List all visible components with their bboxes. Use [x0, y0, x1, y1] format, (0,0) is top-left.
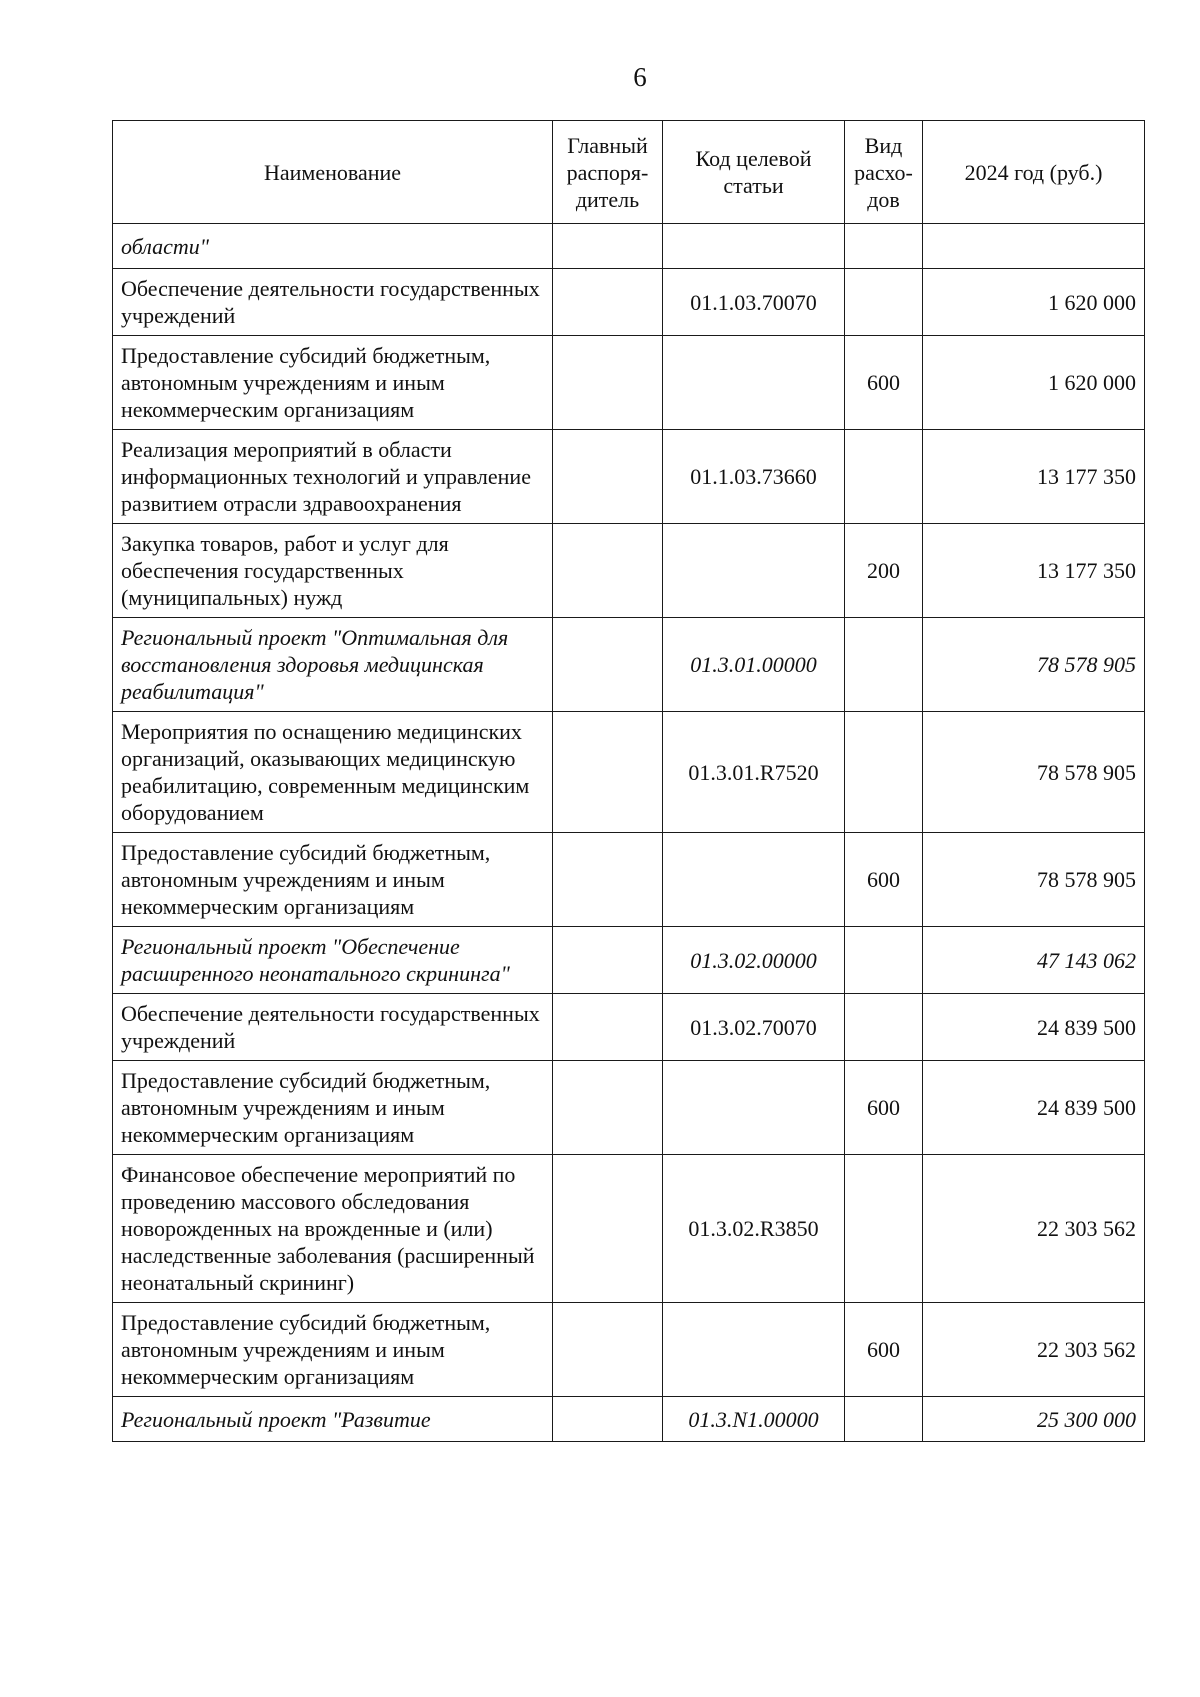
- cell-code: 01.3.02.R3850: [663, 1155, 845, 1303]
- cell-name: Региональный проект "Оптимальная для восстановления здоровья медицинская реабилитация": [113, 618, 553, 712]
- cell-type: [845, 927, 923, 994]
- cell-manager: [553, 712, 663, 833]
- cell-amount: 1 620 000: [923, 269, 1145, 336]
- cell-code: 01.3.N1.00000: [663, 1397, 845, 1442]
- cell-manager: [553, 1397, 663, 1442]
- header-manager: Главный распоря-дитель: [553, 121, 663, 224]
- table-row: [113, 224, 1145, 269]
- cell-code: [663, 833, 845, 927]
- cell-manager: [553, 1303, 663, 1397]
- table-body: [113, 224, 1145, 1442]
- cell-type: [845, 618, 923, 712]
- cell-amount: 1 620 000: [923, 336, 1145, 430]
- header-code: Код целевой статьи: [663, 121, 845, 224]
- cell-manager: [553, 833, 663, 927]
- table-row: [113, 994, 1145, 1061]
- table-row: [113, 1303, 1145, 1397]
- cell-type: [845, 269, 923, 336]
- cell-amount: 78 578 905: [923, 833, 1145, 927]
- cell-type: [845, 1155, 923, 1303]
- cell-code: [663, 1303, 845, 1397]
- cell-name: Региональный проект "Обеспечение расширенного неонатального скрининга": [113, 927, 553, 994]
- cell-type: [845, 712, 923, 833]
- table-row: [113, 269, 1145, 336]
- cell-name: Обеспечение деятельности государственных учреждений: [113, 269, 553, 336]
- header-name: Наименование: [113, 121, 553, 224]
- cell-name: области": [113, 224, 553, 269]
- table-row: [113, 1061, 1145, 1155]
- cell-code: [663, 524, 845, 618]
- cell-amount: 13 177 350: [923, 430, 1145, 524]
- cell-type: [845, 224, 923, 269]
- table-row: [113, 336, 1145, 430]
- cell-manager: [553, 1061, 663, 1155]
- cell-name: Мероприятия по оснащению медицинских организаций, оказывающих медицинскую реабилитацию, современным медицинским оборудованием: [113, 712, 553, 833]
- header-amount: 2024 год (руб.): [923, 121, 1145, 224]
- cell-name: Предоставление субсидий бюджетным, автономным учреждениям и иным некоммерческим организациям: [113, 833, 553, 927]
- cell-amount: 25 300 000: [923, 1397, 1145, 1442]
- cell-manager: [553, 430, 663, 524]
- cell-manager: [553, 269, 663, 336]
- cell-manager: [553, 927, 663, 994]
- table-row: [113, 833, 1145, 927]
- cell-code: 01.3.02.70070: [663, 994, 845, 1061]
- table-row: [113, 1155, 1145, 1303]
- table-row: [113, 524, 1145, 618]
- cell-manager: [553, 1155, 663, 1303]
- cell-code: 01.3.01.00000: [663, 618, 845, 712]
- cell-name: Предоставление субсидий бюджетным, автономным учреждениям и иным некоммерческим организациям: [113, 336, 553, 430]
- table-row: [113, 1397, 1145, 1442]
- cell-name: Реализация мероприятий в области информационных технологий и управление развитием отрасли здравоохранения: [113, 430, 553, 524]
- cell-type: 600: [845, 336, 923, 430]
- cell-code: 01.3.02.00000: [663, 927, 845, 994]
- cell-amount: 22 303 562: [923, 1303, 1145, 1397]
- cell-type: 200: [845, 524, 923, 618]
- cell-manager: [553, 524, 663, 618]
- cell-name: Предоставление субсидий бюджетным, автономным учреждениям и иным некоммерческим организациям: [113, 1061, 553, 1155]
- cell-code: [663, 336, 845, 430]
- cell-manager: [553, 336, 663, 430]
- cell-name: Обеспечение деятельности государственных учреждений: [113, 994, 553, 1061]
- cell-name: Предоставление субсидий бюджетным, автономным учреждениям и иным некоммерческим организациям: [113, 1303, 553, 1397]
- header-row: [113, 121, 1145, 224]
- cell-name: Закупка товаров, работ и услуг для обеспечения государственных (муниципальных) нужд: [113, 524, 553, 618]
- header-type: Вид расхо-дов: [845, 121, 923, 224]
- cell-name: Финансовое обеспечение мероприятий по проведению массового обследования новорожденных на врожденные и (или) наследственные заболевания (расширенный неонатальный скрининг): [113, 1155, 553, 1303]
- cell-name: Региональный проект "Развитие: [113, 1397, 553, 1442]
- table-row: [113, 430, 1145, 524]
- cell-amount: [923, 224, 1145, 269]
- cell-manager: [553, 224, 663, 269]
- cell-code: [663, 1061, 845, 1155]
- cell-code: [663, 224, 845, 269]
- cell-type: 600: [845, 833, 923, 927]
- cell-code: 01.1.03.70070: [663, 269, 845, 336]
- table-row: [113, 618, 1145, 712]
- cell-code: 01.1.03.73660: [663, 430, 845, 524]
- cell-amount: 78 578 905: [923, 712, 1145, 833]
- cell-amount: 13 177 350: [923, 524, 1145, 618]
- cell-type: [845, 1397, 923, 1442]
- budget-table: [112, 120, 1145, 1442]
- cell-type: 600: [845, 1303, 923, 1397]
- cell-type: [845, 430, 923, 524]
- cell-manager: [553, 994, 663, 1061]
- cell-amount: 47 143 062: [923, 927, 1145, 994]
- cell-type: [845, 994, 923, 1061]
- cell-amount: 22 303 562: [923, 1155, 1145, 1303]
- cell-amount: 24 839 500: [923, 1061, 1145, 1155]
- cell-manager: [553, 618, 663, 712]
- table-row: [113, 712, 1145, 833]
- cell-type: 600: [845, 1061, 923, 1155]
- cell-amount: 24 839 500: [923, 994, 1145, 1061]
- table-row: [113, 927, 1145, 994]
- cell-amount: 78 578 905: [923, 618, 1145, 712]
- cell-code: 01.3.01.R7520: [663, 712, 845, 833]
- page-number: 6: [633, 62, 647, 92]
